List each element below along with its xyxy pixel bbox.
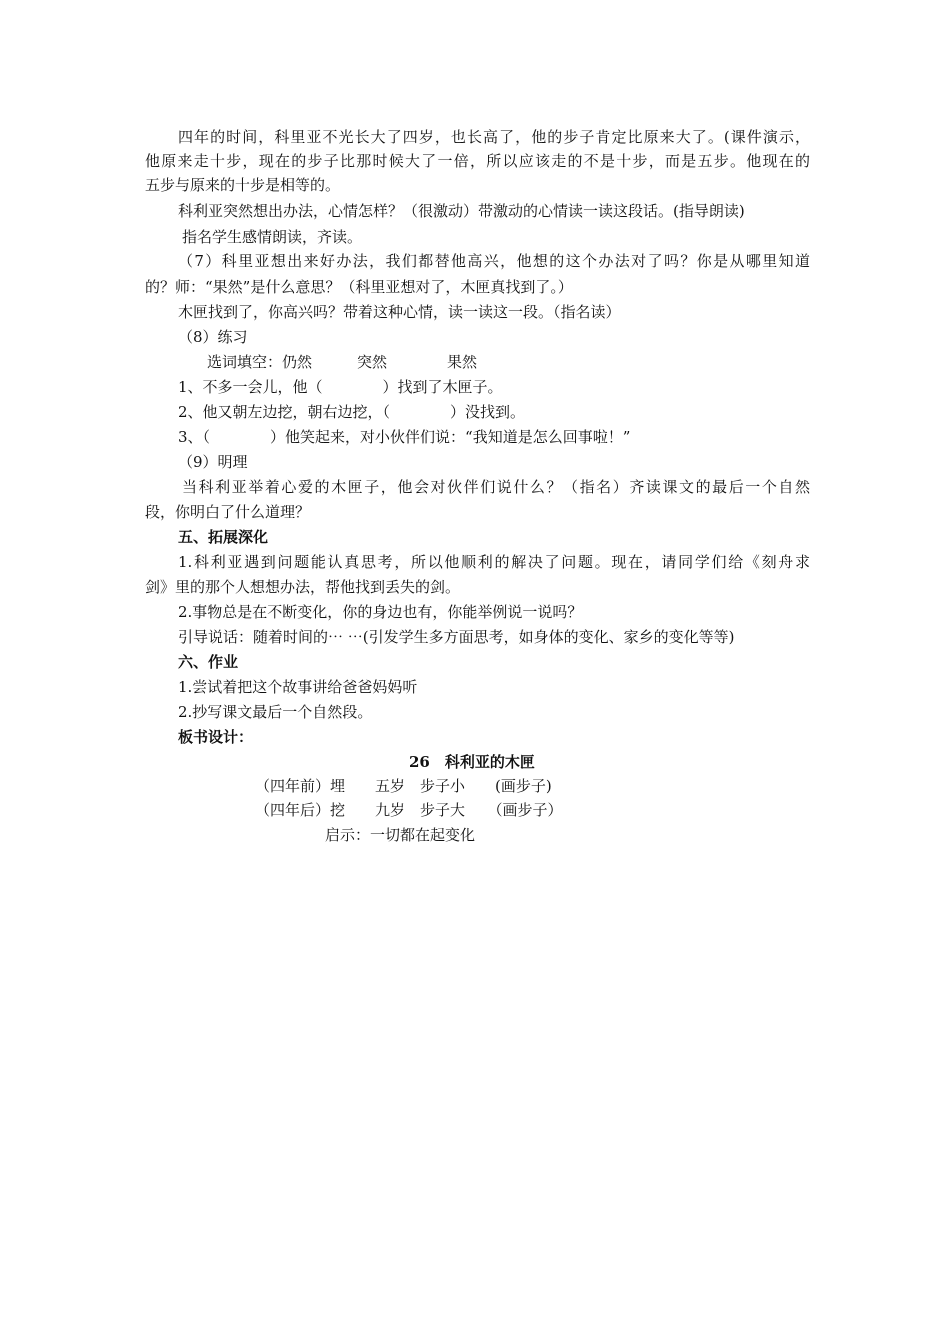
paragraph-line: 1.科利亚遇到问题能认真思考，所以他顺利的解决了问题。现在，请同学们给《刻舟求	[178, 553, 810, 571]
exercise-prompt: 选词填空：仍然 突然 果然	[207, 353, 478, 371]
exercise-item: 1、不多一会儿，他（ ）找到了木匣子。	[178, 378, 503, 396]
paragraph-line: 五步与原来的十步是相等的。	[145, 176, 341, 194]
paragraph-line: 的？师：“果然”是什么意思？（科里亚想对了，木匣真找到了。）	[145, 278, 573, 296]
paragraph-line: 当科利亚举着心爱的木匣子，他会对伙伴们说什么？（指名）齐读课文的最后一个自然	[182, 478, 810, 496]
exercise-item: 2、他又朝左边挖，朝右边挖，（ ）没找到。	[178, 403, 526, 421]
paragraph-line: 剑》里的那个人想想办法，帮他找到丢失的剑。	[145, 578, 461, 596]
board-row: 启示：一切都在起变化	[325, 826, 476, 844]
section-heading: 六、作业	[178, 653, 239, 671]
paragraph-line: （7）科里亚想出来好办法，我们都替他高兴，他想的这个办法对了吗？你是从哪里知道	[178, 252, 810, 270]
paragraph-line: 四年的时间，科里亚不光长大了四岁，也长高了，他的步子肯定比原来大了。(课件演示，	[178, 128, 810, 146]
board-title: 26 科利亚的木匣	[409, 753, 535, 771]
board-row: （四年后）挖 九岁 步子大 （画步子）	[255, 801, 563, 819]
paragraph-line: 指名学生感情朗读，齐读。	[182, 228, 363, 246]
exercise-item: 3、（ ）他笑起来，对小伙伴们说：“我知道是怎么回事啦！”	[178, 428, 631, 446]
paragraph-line: 2.抄写课文最后一个自然段。	[178, 703, 373, 721]
section-heading: （9）明理	[178, 453, 248, 471]
paragraph-line: 木匣找到了，你高兴吗？带着这种心情，读一读这一段。（指名读）	[178, 303, 621, 321]
paragraph-line: 他原来走十步，现在的步子比那时候大了一倍，所以应该走的不是十步，而是五步。他现在的	[145, 152, 810, 170]
section-heading: （8）练习	[178, 328, 248, 346]
paragraph-line: 2.事物总是在不断变化，你的身边也有，你能举例说一说吗？	[178, 603, 583, 621]
paragraph-line: 引导说话：随着时间的⋯ ⋯(引发学生多方面思考，如身体的变化、家乡的变化等等)	[178, 628, 735, 646]
paragraph-line: 科利亚突然想出办法，心情怎样？（很激动）带激动的心情读一读这段话。(指导朗读)	[178, 202, 745, 220]
section-heading: 五、拓展深化	[178, 528, 269, 546]
section-heading: 板书设计：	[178, 728, 254, 746]
paragraph-line: 段，你明白了什么道理？	[145, 503, 311, 521]
paragraph-line: 1.尝试着把这个故事讲给爸爸妈妈听	[178, 678, 418, 696]
board-row: （四年前）埋 五岁 步子小 (画步子)	[255, 777, 552, 795]
